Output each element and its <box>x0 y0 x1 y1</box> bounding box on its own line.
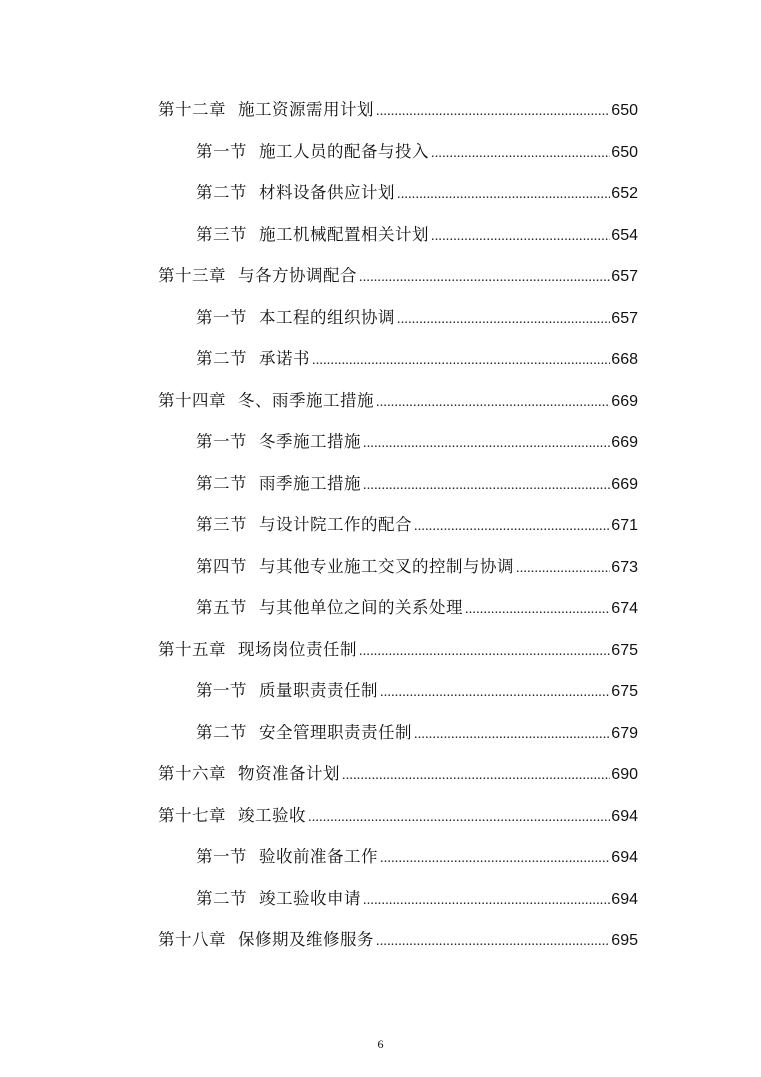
toc-entry-page: 673 <box>611 559 638 576</box>
toc-entry-label: 第二节 <box>196 889 247 908</box>
toc-entry-page: 668 <box>611 351 638 368</box>
toc-entry-title: 竣工验收申请 <box>259 889 361 908</box>
dot-leader <box>312 346 610 376</box>
toc-entry-section[interactable] <box>196 593 638 623</box>
toc-entry-title: 与各方协调配合 <box>238 266 357 285</box>
dot-leader <box>397 180 610 210</box>
toc-entry-title: 施工人员的配备与投入 <box>259 142 429 161</box>
toc-entry-title: 本工程的组织协调 <box>259 308 395 327</box>
toc-entry-chapter[interactable] <box>158 95 638 125</box>
toc-entry-page: 669 <box>611 434 638 451</box>
toc-entry-page: 674 <box>611 600 638 617</box>
toc-entry-label: 第一节 <box>196 432 247 451</box>
toc-entry-page: 675 <box>611 642 638 659</box>
toc-entry-section[interactable] <box>196 220 638 250</box>
dot-leader <box>376 927 610 957</box>
toc-entry-section[interactable] <box>196 676 638 706</box>
toc-entry-label: 第一节 <box>196 847 247 866</box>
toc-entry-chapter[interactable] <box>158 386 638 416</box>
toc-entry-section[interactable] <box>196 884 638 914</box>
toc-entry-title: 材料设备供应计划 <box>259 183 395 202</box>
toc-entry-title: 施工资源需用计划 <box>238 100 374 119</box>
toc-entry-chapter[interactable] <box>158 261 638 291</box>
toc-entry-page: 654 <box>611 227 638 244</box>
dot-leader <box>342 761 610 791</box>
toc-entry-label: 第十七章 <box>158 806 226 825</box>
toc-entry-chapter[interactable] <box>158 925 638 955</box>
toc-entry-title: 施工机械配置相关计划 <box>259 225 429 244</box>
toc-entry-label: 第十四章 <box>158 391 226 410</box>
dot-leader <box>376 97 610 127</box>
toc-entry-page: 694 <box>611 891 638 908</box>
dot-leader <box>376 388 610 418</box>
toc-entry-section[interactable] <box>196 718 638 748</box>
dot-leader <box>516 554 610 584</box>
toc-entry-section[interactable] <box>196 427 638 457</box>
toc-entry-page: 650 <box>611 144 638 161</box>
toc-entry-label: 第四节 <box>196 557 247 576</box>
footer-page-number: 6 <box>377 1037 384 1051</box>
toc-entry-chapter[interactable] <box>158 759 638 789</box>
toc-entry-page: 675 <box>611 683 638 700</box>
toc-entry-page: 657 <box>611 268 638 285</box>
toc-entry-page: 652 <box>611 185 638 202</box>
toc-entry-title: 与设计院工作的配合 <box>259 515 412 534</box>
toc-entry-title: 雨季施工措施 <box>259 474 361 493</box>
toc-entry-label: 第一节 <box>196 308 247 327</box>
toc-entry-page: 690 <box>611 766 638 783</box>
toc-entry-section[interactable] <box>196 510 638 540</box>
toc-entry-section[interactable] <box>196 344 638 374</box>
toc-entry-label: 第二节 <box>196 349 247 368</box>
toc-entry-page: 694 <box>611 808 638 825</box>
dot-leader <box>363 471 610 501</box>
toc-entry-section[interactable] <box>196 178 638 208</box>
toc-entry-chapter[interactable] <box>158 801 638 831</box>
toc-entry-title: 与其他专业施工交叉的控制与协调 <box>259 557 514 576</box>
toc-entry-page: 657 <box>611 310 638 327</box>
toc-entry-label: 第一节 <box>196 681 247 700</box>
toc-entry-label: 第二节 <box>196 723 247 742</box>
dot-leader <box>380 844 610 874</box>
toc-entry-chapter[interactable] <box>158 635 638 665</box>
toc-entry-label: 第十五章 <box>158 640 226 659</box>
toc-entry-page: 669 <box>611 393 638 410</box>
toc-entry-section[interactable] <box>196 303 638 333</box>
toc-entry-title: 现场岗位责任制 <box>238 640 357 659</box>
dot-leader <box>414 512 610 542</box>
toc-entry-title: 质量职责责任制 <box>259 681 378 700</box>
toc-entry-label: 第一节 <box>196 142 247 161</box>
toc-entry-page: 650 <box>611 102 638 119</box>
dot-leader <box>359 637 610 667</box>
dot-leader <box>363 886 610 916</box>
toc-entry-label: 第十八章 <box>158 930 226 949</box>
toc-entry-page: 671 <box>611 517 638 534</box>
toc-entry-title: 验收前准备工作 <box>259 847 378 866</box>
toc-entry-label: 第二节 <box>196 183 247 202</box>
toc-entry-label: 第三节 <box>196 225 247 244</box>
toc-entry-title: 冬、雨季施工措施 <box>238 391 374 410</box>
toc-entry-title: 冬季施工措施 <box>259 432 361 451</box>
toc-entry-label: 第十二章 <box>158 100 226 119</box>
dot-leader <box>465 595 610 625</box>
dot-leader <box>397 305 610 335</box>
toc-entry-title: 与其他单位之间的关系处理 <box>259 598 463 617</box>
toc-entry-title: 竣工验收 <box>238 806 306 825</box>
dot-leader <box>363 429 610 459</box>
toc-entry-label: 第五节 <box>196 598 247 617</box>
toc-entry-section[interactable] <box>196 842 638 872</box>
toc-entry-label: 第十三章 <box>158 266 226 285</box>
dot-leader <box>359 263 610 293</box>
toc-entry-title: 承诺书 <box>259 349 310 368</box>
toc-entry-label: 第三节 <box>196 515 247 534</box>
toc-entry-section[interactable] <box>196 469 638 499</box>
toc-entry-title: 物资准备计划 <box>238 764 340 783</box>
toc-entry-section[interactable] <box>196 137 638 167</box>
toc-entry-title: 保修期及维修服务 <box>238 930 374 949</box>
dot-leader <box>431 222 610 252</box>
dot-leader <box>431 139 610 169</box>
toc-entry-page: 694 <box>611 849 638 866</box>
toc-entry-section[interactable] <box>196 552 638 582</box>
dot-leader <box>414 720 610 750</box>
dot-leader <box>308 803 610 833</box>
toc-entry-page: 679 <box>611 725 638 742</box>
toc-entry-label: 第十六章 <box>158 764 226 783</box>
dot-leader <box>380 678 610 708</box>
toc-entry-label: 第二节 <box>196 474 247 493</box>
toc-entry-page: 695 <box>611 932 638 949</box>
toc-entry-page: 669 <box>611 476 638 493</box>
toc-entry-title: 安全管理职责责任制 <box>259 723 412 742</box>
